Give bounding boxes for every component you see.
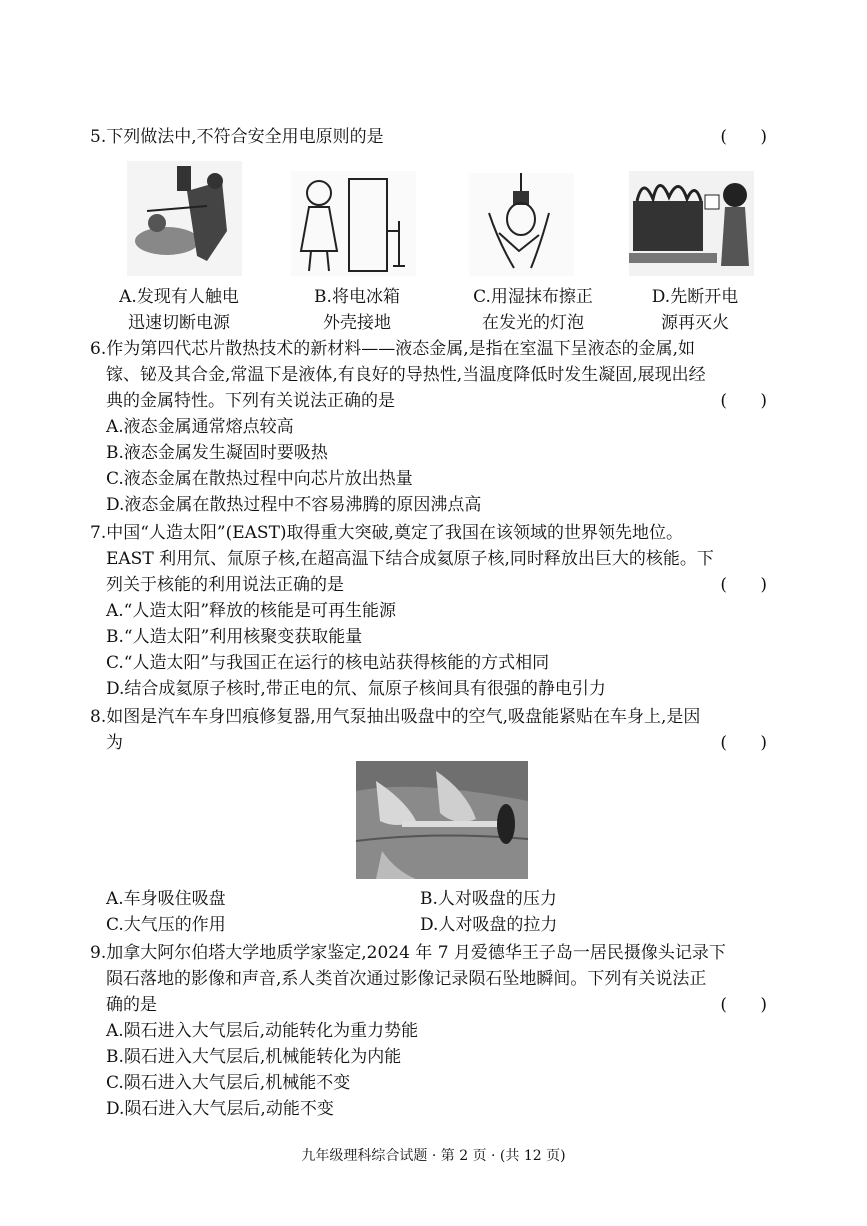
q9-stem-line2: 陨石落地的影像和声音,系人类首次通过影像记录陨石坠地瞬间。下列有关说法正: [106, 969, 707, 989]
q5-option-d-line2: 源再灭火: [661, 313, 729, 333]
q6-option-b: B.液态金属发生凝固时要吸热: [106, 443, 328, 463]
q8-answer-paren: ( ): [720, 733, 781, 753]
q9-stem-line3: 确的是: [106, 995, 157, 1015]
q5-answer-paren: ( ): [720, 127, 781, 147]
q5-option-c-line2: 在发光的灯泡: [482, 313, 584, 333]
q7-option-a: A.“人造太阳”释放的核能是可再生能源: [106, 601, 397, 621]
q7-answer-paren: ( ): [720, 575, 781, 595]
q6-stem-line2: 镓、铋及其合金,常温下是液体,有良好的导热性,当温度降低时发生凝固,展现出经: [106, 365, 706, 385]
q9-answer-paren: ( ): [720, 995, 781, 1015]
q5-image-c-wet-cloth-bulb: [468, 172, 575, 277]
q6-option-a: A.液态金属通常熔点较高: [106, 417, 294, 437]
q6-answer-paren: ( ): [720, 391, 781, 411]
q8-image-dent-repair-suction-cup: [355, 760, 529, 880]
q7-stem-line1: 7.中国“人造太阳”(EAST)取得重大突破,奠定了我国在该领域的世界领先地位。: [90, 523, 683, 543]
q5-option-a-line2: 迅速切断电源: [128, 313, 230, 333]
q6-stem-line1: 6.作为第四代芯片散热技术的新材料——液态金属,是指在室温下呈液态的金属,如: [90, 339, 696, 359]
q5-option-b-line1: B.将电冰箱: [314, 287, 400, 307]
q5-option-a-line1: A.发现有人触电: [119, 287, 239, 307]
q7-option-d: D.结合成氦原子核时,带正电的氘、氚原子核间具有很强的静电引力: [106, 679, 606, 699]
q8-option-b: B.人对吸盘的压力: [420, 889, 557, 909]
q9-option-a: A.陨石进入大气层后,动能转化为重力势能: [106, 1021, 419, 1041]
q5-option-c-line1: C.用湿抹布擦正: [473, 287, 593, 307]
q6-option-c: C.液态金属在散热过程中向芯片放出热量: [106, 469, 413, 489]
q9-option-b: B.陨石进入大气层后,机械能转化为内能: [106, 1047, 402, 1067]
q5-option-d-line1: D.先断开电: [651, 287, 739, 307]
q7-stem-line2: EAST 利用氘、氚原子核,在超高温下结合成氦原子核,同时释放出巨大的核能。下: [106, 549, 714, 569]
q7-option-c: C.“人造太阳”与我国正在运行的核电站获得核能的方式相同: [106, 653, 550, 673]
q8-option-a: A.车身吸住吸盘: [106, 889, 226, 909]
q5-stem: 5.下列做法中,不符合安全用电原则的是: [90, 127, 384, 147]
q8-stem-line2: 为: [106, 733, 123, 753]
page-footer: 九年级理科综合试题 · 第 2 页 · (共 12 页): [301, 1148, 566, 1164]
q6-stem-line3: 典的金属特性。下列有关说法正确的是: [106, 391, 395, 411]
q8-option-d: D.人对吸盘的拉力: [420, 915, 558, 935]
q5-image-d-cut-power-fire: [628, 170, 755, 277]
q9-option-c: C.陨石进入大气层后,机械能不变: [106, 1073, 351, 1093]
q7-option-b: B.“人造太阳”利用核聚变获取能量: [106, 627, 363, 647]
q6-option-d: D.液态金属在散热过程中不容易沸腾的原因沸点高: [106, 495, 482, 515]
q8-option-c: C.大气压的作用: [106, 915, 226, 935]
q7-stem-line3: 列关于核能的利用说法正确的是: [106, 575, 344, 595]
q8-stem-line1: 8.如图是汽车车身凹痕修复器,用气泵抽出吸盘中的空气,吸盘能紧贴在车身上,是因: [90, 707, 701, 727]
q5-option-b-line2: 外壳接地: [323, 313, 391, 333]
q9-stem-line1: 9.加拿大阿尔伯塔大学地质学家鉴定,2024 年 7 月爱德华王子岛一居民摄像头记录下: [90, 943, 726, 963]
q5-image-b-fridge-grounding: [290, 170, 417, 277]
q5-image-a-electric-shock: [126, 160, 243, 277]
q9-option-d: D.陨石进入大气层后,动能不变: [106, 1099, 334, 1119]
